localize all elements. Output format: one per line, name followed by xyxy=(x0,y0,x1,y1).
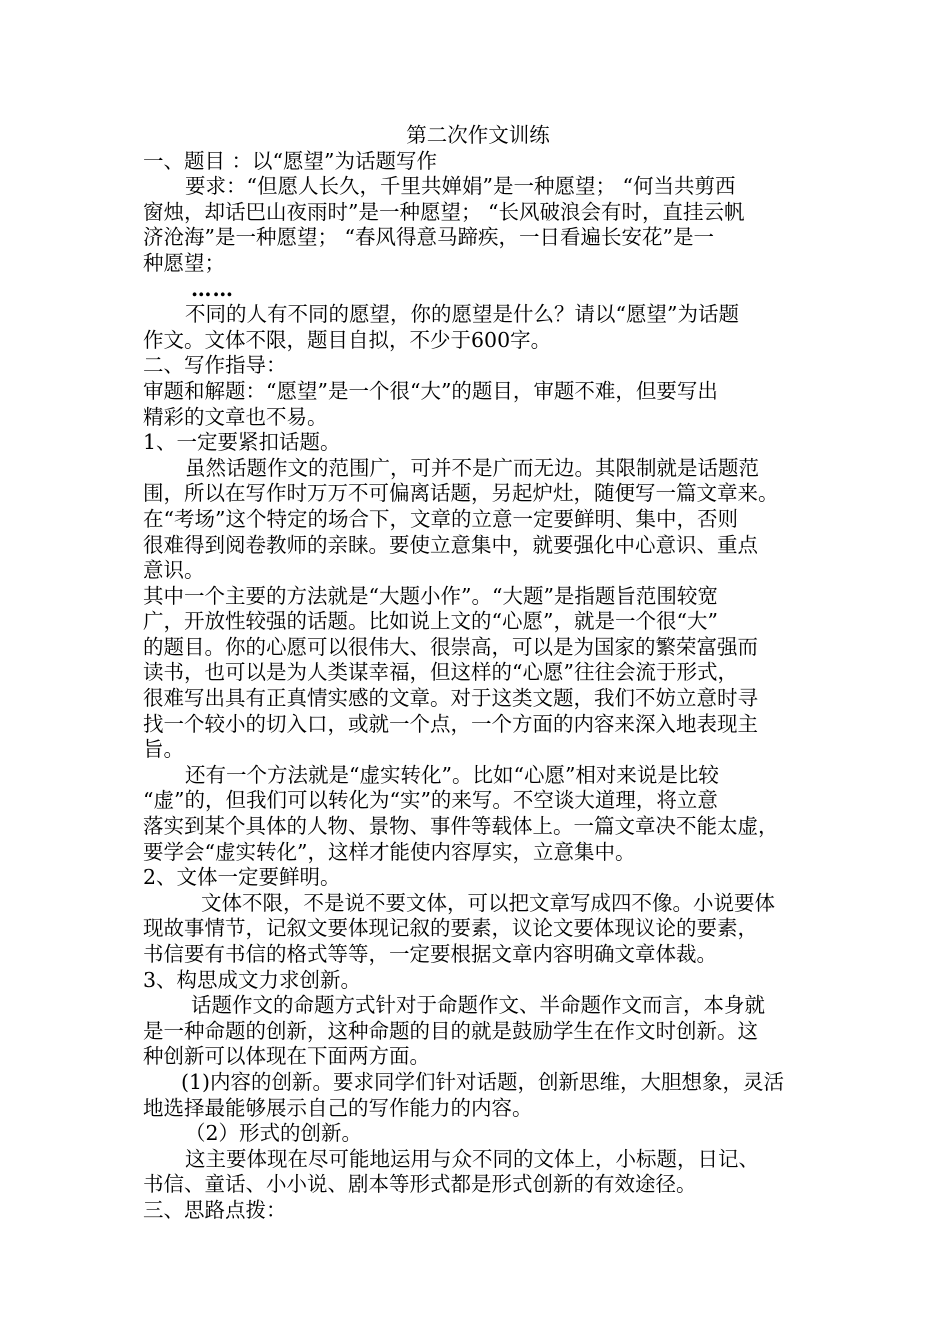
paragraph-line: 围，所以在写作时万万不可偏离话题，另起炉灶，随便写一篇文章来。 xyxy=(143,481,779,506)
paragraph-line: 济沧海”是一种愿望； “春风得意马蹄疾，一日看遍长安花”是一 xyxy=(143,225,714,250)
paragraph-line: 作文。文体不限，题目自拟，不少于600字。 xyxy=(143,327,552,352)
paragraph-line: 地选择最能够展示自己的写作能力的内容。 xyxy=(143,1095,533,1120)
paragraph-line: “虚”的，但我们可以转化为“实”的来写。不空谈大道理，将立意 xyxy=(143,788,718,813)
subheading-2: 2、文体一定要鲜明。 xyxy=(143,865,341,890)
section-heading-topic: 一、题目 ：以“愿望”为话题写作 xyxy=(143,148,437,173)
subheading-3: 3、构思成文力求创新。 xyxy=(143,967,362,992)
paragraph-line: 广，开放性较强的话题。比如说上文的“心愿”，就是一个很“大” xyxy=(143,609,718,634)
section-heading-guidance: 二、写作指导： xyxy=(143,353,287,378)
subheading-1: 1、一定要紧扣话题。 xyxy=(143,430,341,455)
paragraph-line: 其中一个主要的方法就是“大题小作”。“大题”是指题旨范围较宽 xyxy=(143,583,718,608)
paragraph-line: 是一种命题的创新，这种命题的目的就是鼓励学生在作文时创新。这 xyxy=(143,1018,758,1043)
paragraph-line: 精彩的文章也不易。 xyxy=(143,404,328,429)
paragraph-line: 现故事情节，记叙文要体现记叙的要素，议论文要体现议论的要素， xyxy=(143,916,758,941)
paragraph-line: 落实到某个具体的人物、景物、事件等载体上。一篇文章决不能太虚， xyxy=(143,814,779,839)
paragraph-line: 话题作文的命题方式针对于命题作文、半命题作文而言，本身就 xyxy=(191,993,765,1018)
paragraph-line: 虽然话题作文的范围广，可并不是广而无边。其限制就是话题范 xyxy=(185,455,759,480)
paragraph-line: 要求：“但愿人长久，千里共婵娟”是一种愿望； “何当共剪西 xyxy=(185,174,736,199)
paragraph-line: 种创新可以体现在下面两方面。 xyxy=(143,1044,430,1069)
paragraph-line: 窗烛，却话巴山夜雨时”是一种愿望； “长风破浪会有时，直挂云帆 xyxy=(143,199,745,224)
paragraph-line: 不同的人有不同的愿望，你的愿望是什么？请以“愿望”为话题 xyxy=(185,302,739,327)
paragraph-line: 读书，也可以是为人类谋幸福，但这样的“心愿”往往会流于形式， xyxy=(143,660,738,685)
paragraph-line: （2）形式的创新。 xyxy=(185,1121,363,1146)
paragraph-line: 这主要体现在尽可能地运用与众不同的文体上，小标题，日记、 xyxy=(185,1146,759,1171)
paragraph-line: 很难写出具有正真情实感的文章。对于这类文题，我们不妨立意时寻 xyxy=(143,686,758,711)
paragraph-line: 意识。 xyxy=(143,558,205,583)
paragraph-line: 很难得到阅卷教师的亲睐。要使立意集中，就要强化中心意识、重点 xyxy=(143,532,758,557)
paragraph-line: 要学会“虚实转化”，这样才能使内容厚实，立意集中。 xyxy=(143,839,636,864)
paragraph-line: 书信、童话、小小说、剧本等形式都是形式创新的有效途径。 xyxy=(143,1172,697,1197)
paragraph-line: 审题和解题：“愿望”是一个很“大”的题目，审题不难，但要写出 xyxy=(143,378,718,403)
paragraph-line: 找一个较小的切入口，或就一个点，一个方面的内容来深入地表现主 xyxy=(143,711,758,736)
paragraph-line: 在“考场”这个特定的场合下，文章的立意一定要鲜明、集中，否则 xyxy=(143,506,738,531)
document-body xyxy=(143,123,813,1224)
paragraph-line: 还有一个方法就是“虚实转化”。比如“心愿”相对来说是比较 xyxy=(185,762,719,787)
paragraph-line: 文体不限，不是说不要文体，可以把文章写成四不像。小说要体 xyxy=(201,890,775,915)
paragraph-line: 旨。 xyxy=(143,737,184,762)
document-title: 第二次作文训练 xyxy=(406,123,550,147)
paragraph-line: (1)内容的创新。要求同学们针对话题，创新思维，大胆想象，灵活 xyxy=(181,1069,785,1094)
paragraph-line: 的题目。你的心愿可以很伟大、很崇高，可以是为国家的繁荣富强而 xyxy=(143,634,758,659)
paragraph-line: 种愿望； xyxy=(143,250,225,275)
ellipsis-line: …… xyxy=(191,276,234,301)
section-heading-ideas: 三、思路点拨： xyxy=(143,1197,287,1222)
paragraph-line: 书信要有书信的格式等等，一定要根据文章内容明确文章体裁。 xyxy=(143,942,717,966)
